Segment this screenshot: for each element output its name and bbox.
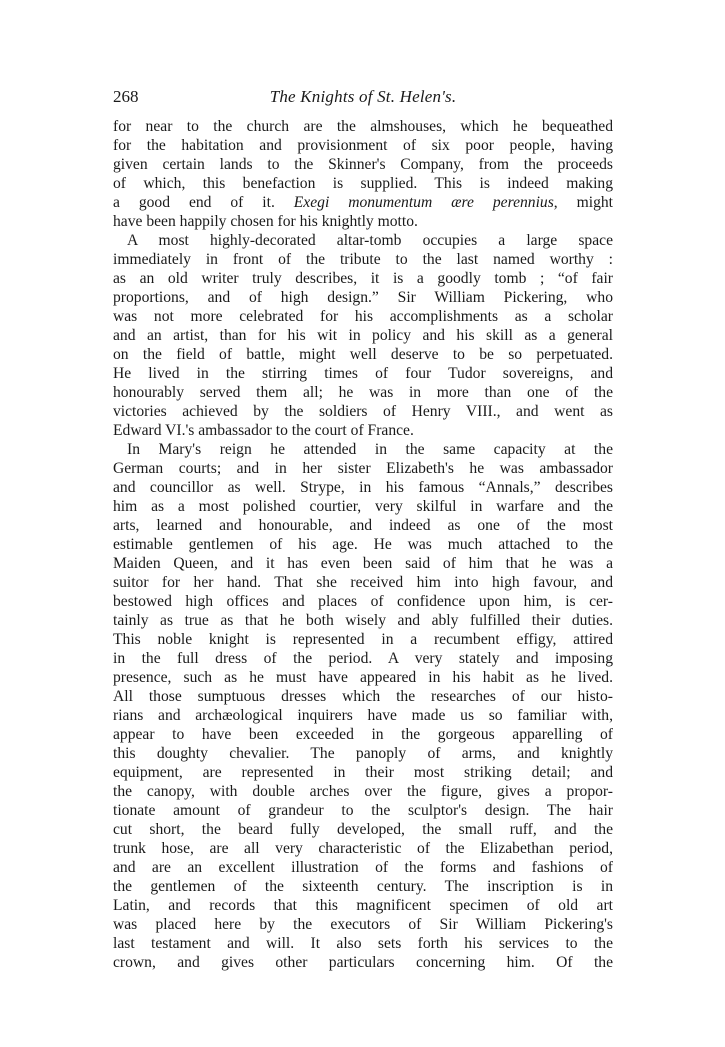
text-line: on the field of battle, might well deserve to be so perpetuated.	[113, 346, 613, 363]
page-number: 268	[113, 87, 139, 106]
text-line: Edward VI.'s ambassador to the court of France.	[113, 422, 414, 439]
text-line: presence, such as he must have appeared in his habit as he lived.	[113, 669, 613, 686]
text-line: for the habitation and provisionment of six poor people, having	[113, 137, 613, 154]
text-line: in the full dress of the period. A very stately and imposing	[113, 650, 613, 667]
text-line: tainly as true as that he both wisely and ably fulfilled their duties.	[113, 612, 613, 629]
text-line: and are an excellent illustration of the forms and fashions of	[113, 859, 613, 876]
text-line: Maiden Queen, and it has even been said of him that he was a	[113, 555, 613, 572]
text-line: This noble knight is represented in a recumbent effigy, attired	[113, 631, 613, 648]
text-line: arts, learned and honourable, and indeed as one of the most	[113, 517, 613, 534]
text-line: appear to have been exceeded in the gorgeous apparelling of	[113, 726, 613, 743]
text-line: bestowed high offices and places of confidence upon him, is cer-	[113, 593, 613, 610]
running-head	[113, 84, 613, 110]
text-line: and an artist, than for his wit in policy and his skill as a general	[113, 327, 613, 344]
text-line: Latin, and records that this magnificent specimen of old art	[113, 897, 613, 914]
text-line: He lived in the stirring times of four Tudor sovereigns, and	[113, 365, 613, 382]
text-line: cut short, the beard fully developed, the small ruff, and the	[113, 821, 613, 838]
text-line: German courts; and in her sister Elizabeth's he was ambassador	[113, 460, 613, 477]
text-line: estimable gentlemen of his age. He was much attached to the	[113, 536, 613, 553]
text-line: given certain lands to the Skinner's Company, from the proceeds	[113, 156, 613, 173]
text-line: was placed here by the executors of Sir William Pickering's	[113, 916, 613, 933]
text-line: last testament and will. It also sets forth his services to the	[113, 935, 613, 952]
text-line: for near to the church are the almshouses, which he bequeathed	[113, 118, 613, 135]
text-line-latin: a good end of it. Exegi monumentum ære perennius, might	[113, 194, 614, 211]
running-title: The Knights of St. Helen's.	[269, 87, 457, 106]
text-line: have been happily chosen for his knightly motto.	[113, 213, 418, 230]
text-line: him as a most polished courtier, very skilful in warfare and the	[113, 498, 613, 515]
text-line: All those sumptuous dresses which the researches of our histo-	[113, 688, 613, 705]
text-line: proportions, and of high design.” Sir William Pickering, who	[113, 289, 613, 306]
text-line: was not more celebrated for his accomplishments as a scholar	[113, 308, 613, 325]
text-line: rians and archæological inquirers have made us so familiar with,	[113, 707, 613, 724]
book-page	[113, 84, 613, 972]
text-line: victories achieved by the soldiers of Henry VIII., and went as	[113, 403, 613, 420]
text-line: as an old writer truly describes, it is a goodly tomb ; “of fair	[113, 270, 613, 287]
paragraph-start-line: A most highly-decorated altar-tomb occupies a large space	[127, 232, 613, 249]
text-line: equipment, are represented in their most striking detail; and	[113, 764, 613, 781]
paragraph-start-line: In Mary's reign he attended in the same capacity at the	[127, 441, 613, 458]
text-line: trunk hose, are all very characteristic of the Elizabethan period,	[113, 840, 613, 857]
text-line: tionate amount of grandeur to the sculptor's design. The hair	[113, 802, 613, 819]
text-line: suitor for her hand. That she received him into high favour, and	[113, 574, 613, 591]
body-text	[113, 117, 613, 972]
text-line: immediately in front of the tribute to the last named worthy :	[113, 251, 613, 268]
text-line: the gentlemen of the sixteenth century. The inscription is in	[113, 878, 613, 895]
text-line: the canopy, with double arches over the figure, gives a propor-	[113, 783, 613, 800]
text-line: and councillor as well. Strype, in his famous “Annals,” describes	[113, 479, 613, 496]
text-line: this doughty chevalier. The panoply of arms, and knightly	[113, 745, 613, 762]
text-line: honourably served them all; he was in more than one of the	[113, 384, 613, 401]
latin-motto: Exegi monumentum ære perennius	[293, 194, 554, 211]
text-line: of which, this benefaction is supplied. This is indeed making	[113, 175, 613, 192]
text-line: crown, and gives other particulars concerning him. Of the	[113, 954, 613, 971]
